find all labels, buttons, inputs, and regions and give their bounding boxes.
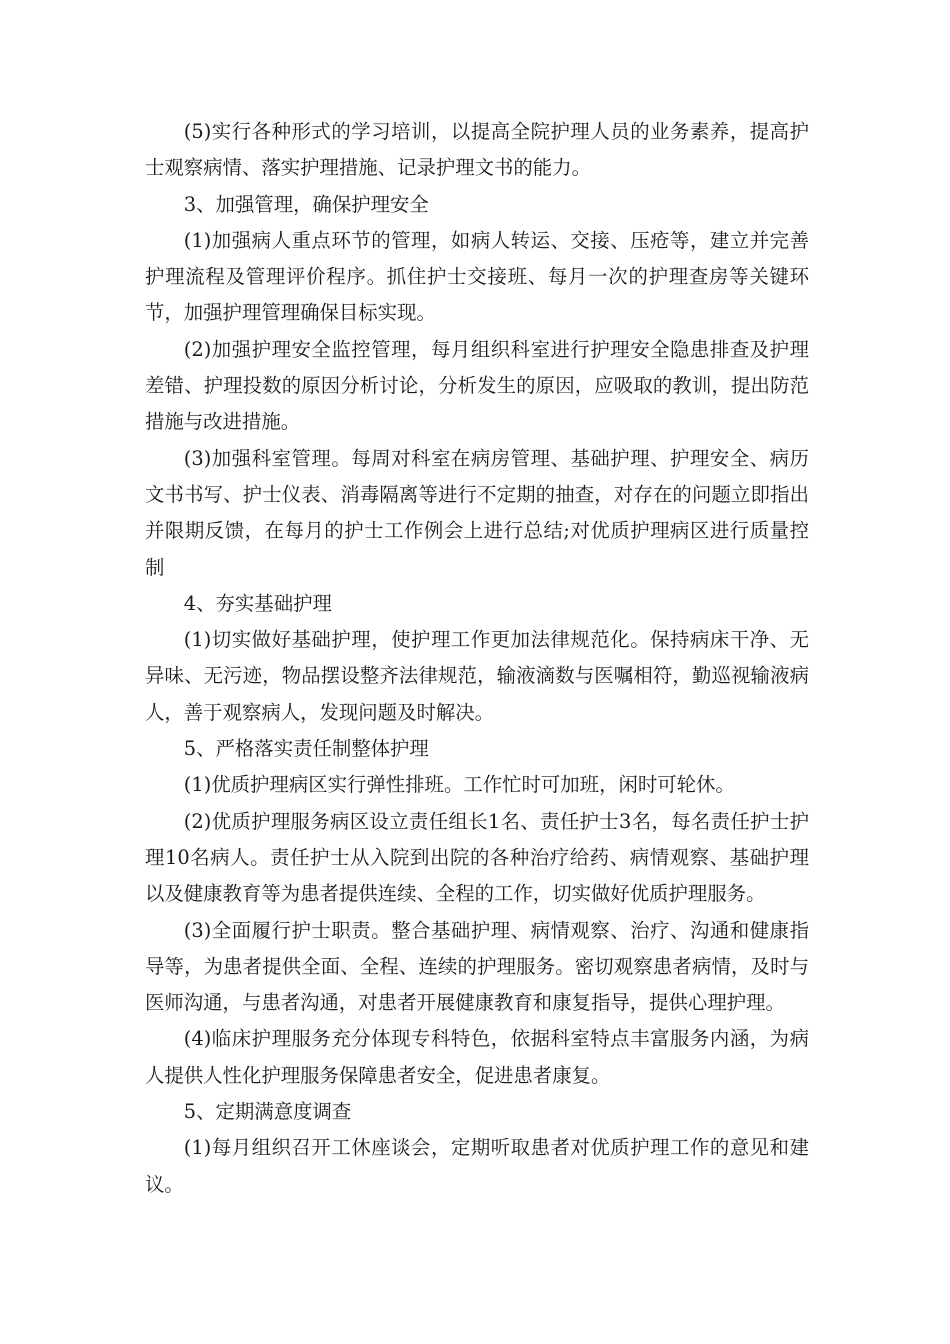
paragraph-flexible-scheduling: (1)优质护理病区实行弹性排班。工作忙时可加班，闲时可轮休。: [183, 773, 735, 797]
document-body: [145, 114, 809, 1203]
paragraph-responsible-nurses: (2)优质护理服务病区设立责任组长1名、责任护士3名，每名责任护士护理10名病人。责任护士从入院到出院的各种治疗给药、病情观察、基础护理以及健康教育等为患者提供连续、全程的工作，切实做好优质护理服务。: [145, 809, 809, 906]
paragraph-basic-nursing: (1)切实做好基础护理，使护理工作更加法律规范化。保持病床干净、无异味、无污迹，物品摆设整齐法律规范，输液滴数与医嘱相符，勤巡视输液病人，善于观察病人，发现问题及时解决。: [145, 628, 809, 724]
heading-strengthen-management: 3、加强管理，确保护理安全: [183, 192, 429, 216]
paragraph-training: (5)实行各种形式的学习培训，以提高全院护理人员的业务素养，提高护士观察病情、落实护理措施、记录护理文书的能力。: [145, 120, 809, 180]
heading-basic-nursing: 4、夯实基础护理: [183, 591, 332, 615]
heading-responsibility-system: 5、严格落实责任制整体护理: [183, 737, 429, 761]
paragraph-nurse-duties: (3)全面履行护士职责。整合基础护理、病情观察、治疗、沟通和健康指导等，为患者提供全面、全程、连续的护理服务。密切观察患者病情，及时与医师沟通，与患者沟通，对患者开展健康教育和康复指导，提供心理护理。: [145, 918, 809, 1015]
paragraph-department-management: (3)加强科室管理。每周对科室在病房管理、基础护理、护理安全、病历文书书写、护士仪表、消毒隔离等进行不定期的抽查，对存在的问题立即指出并限期反馈，在每月的护士工作例会上进行总结;对优质护理病区进行质量控制: [145, 446, 809, 579]
paragraph-safety-monitoring: (2)加强护理安全监控管理，每月组织科室进行护理安全隐患排查及护理差错、护理投数的原因分析讨论，分析发生的原因，应吸取的教训，提出防范措施与改进措施。: [145, 337, 809, 434]
paragraph-key-links: (1)加强病人重点环节的管理，如病人转运、交接、压疮等，建立并完善护理流程及管理评价程序。抓住护士交接班、每月一次的护理查房等关键环节，加强护理管理确保目标实现。: [145, 228, 809, 325]
paragraph-monthly-meeting: (1)每月组织召开工休座谈会，定期听取患者对优质护理工作的意见和建议。: [145, 1136, 809, 1196]
heading-satisfaction-survey: 5、定期满意度调查: [183, 1100, 352, 1124]
paragraph-specialty-features: (4)临床护理服务充分体现专科特色，依据科室特点丰富服务内涵，为病人提供人性化护理服务保障患者安全，促进患者康复。: [145, 1027, 809, 1087]
